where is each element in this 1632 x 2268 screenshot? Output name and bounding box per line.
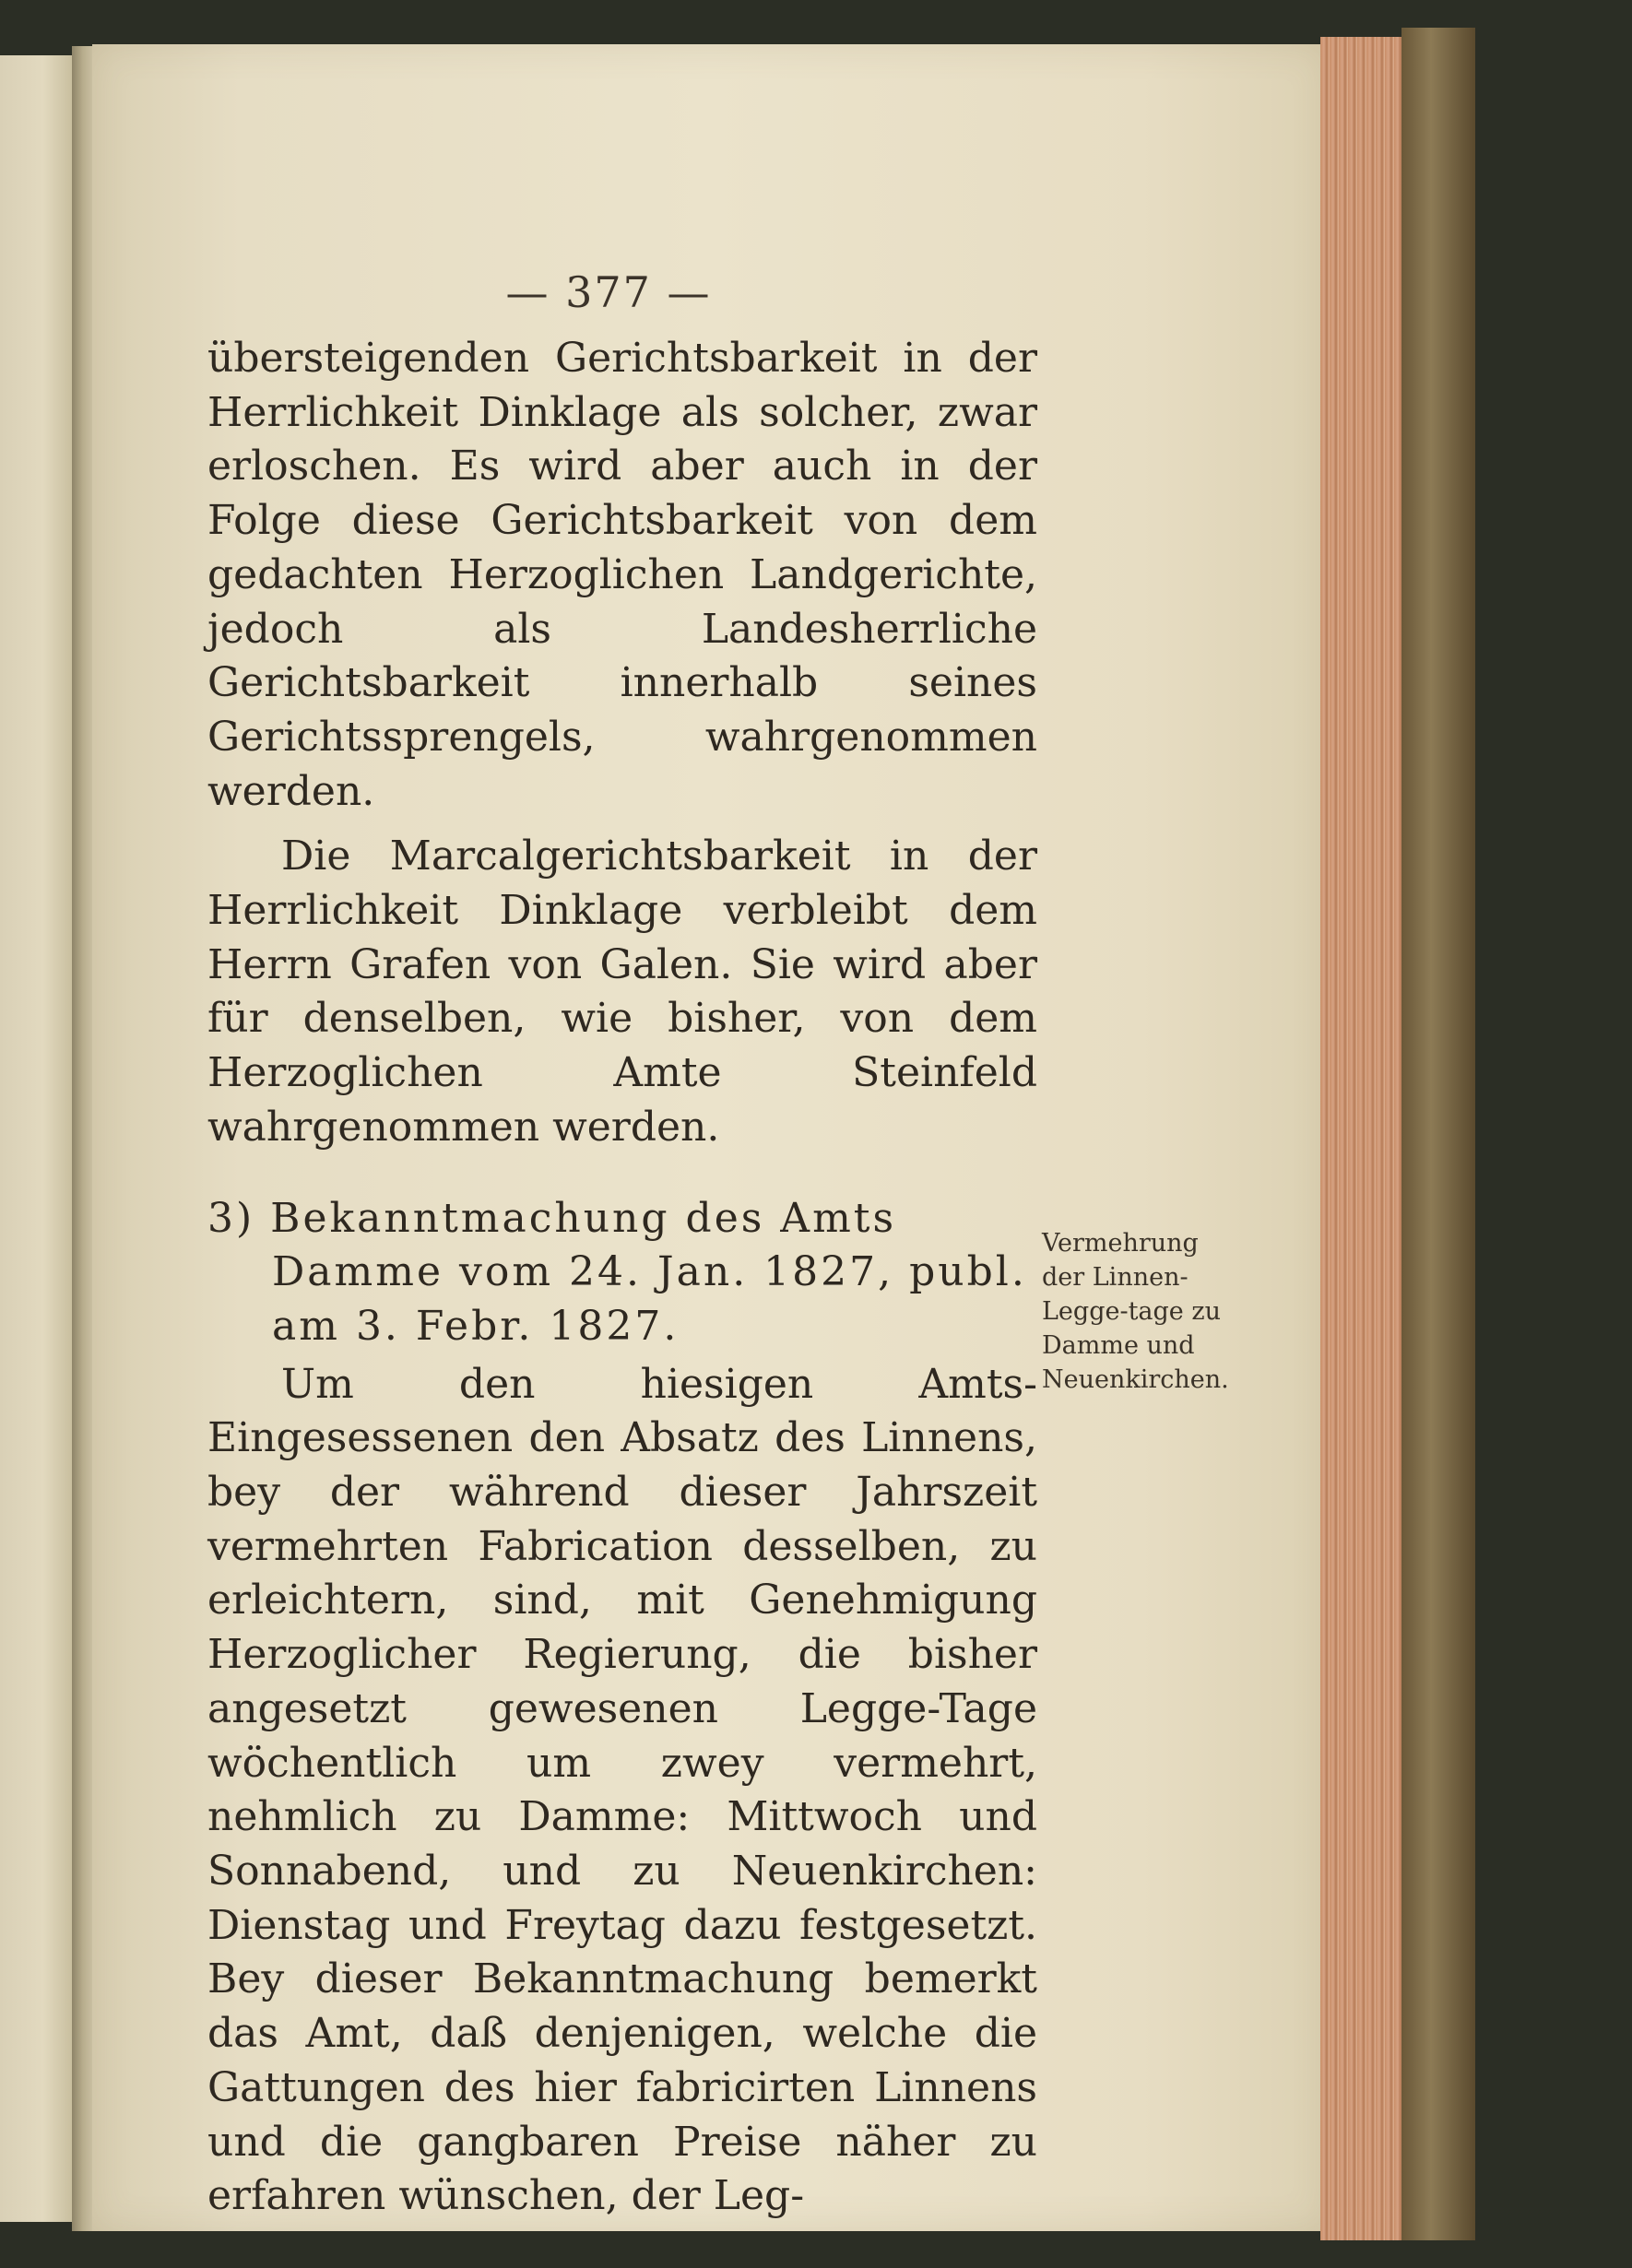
page-stack-edge bbox=[1320, 37, 1403, 2240]
page-body bbox=[207, 332, 1037, 2224]
section-heading-line-2: Damme vom 24. Jan. 1827, publ. bbox=[272, 1248, 1027, 1296]
page-number: — 377 — bbox=[505, 267, 712, 317]
section-heading-line-3: am 3. Febr. 1827. bbox=[272, 1302, 680, 1350]
scan-backdrop-right bbox=[1475, 0, 1632, 2268]
paragraph-3: Um den hiesigen Amts-Eingesessenen den Absatz des Linnens, bey der während dieser Jahrszeit vermehrten Fabrication desselben, zu erleichtern, sind, mit Genehmigung Herzoglicher Regierung, die bisher angesetzt gewesenen Legge-Tage wöchentlich um zwey vermehrt, nehmlich zu Damme: Mittwoch und Sonnabend, und zu Neuenkirchen: Dienstag und Freytag dazu festgesetzt. Bey dieser Bekanntmachung bemerkt das Amt, daß denjenigen, welche die Gattungen des hier fabricirten Linnens und die gangbaren Preise näher zu erfahren wünschen, der Leg- bbox=[207, 1360, 1037, 2220]
facing-page-edge bbox=[0, 55, 74, 2222]
section-heading-line-1: 3) Bekanntmachung des Amts bbox=[207, 1194, 897, 1242]
paragraph-1: übersteigenden Gerichtsbarkeit in der Herrlichkeit Dinklage als solcher, zwar erloschen. Es wird aber auch in der Folge diese Gerichtsbarkeit von dem gedachten Herzoglichen Landgerichte, jedoch als Landesherrliche Gerichtsbarkeit innerhalb seines Gerichtssprengels, wahrgenommen werden. bbox=[207, 335, 1037, 815]
margin-note: Vermehrung der Linnen-Legge-tage zu Damme und Neuenkirchen. bbox=[1042, 1229, 1229, 1394]
section-spacer bbox=[207, 1155, 1037, 1192]
paragraph-2: Die Marcalgerichtsbarkeit in der Herrlichkeit Dinklage verbleibt dem Herrn Grafen von Galen. Sie wird aber für denselben, wie bisher, von dem Herzoglichen Amte Steinfeld wahrgenommen werden. bbox=[207, 833, 1037, 1151]
book-cover-edge bbox=[1401, 28, 1475, 2240]
